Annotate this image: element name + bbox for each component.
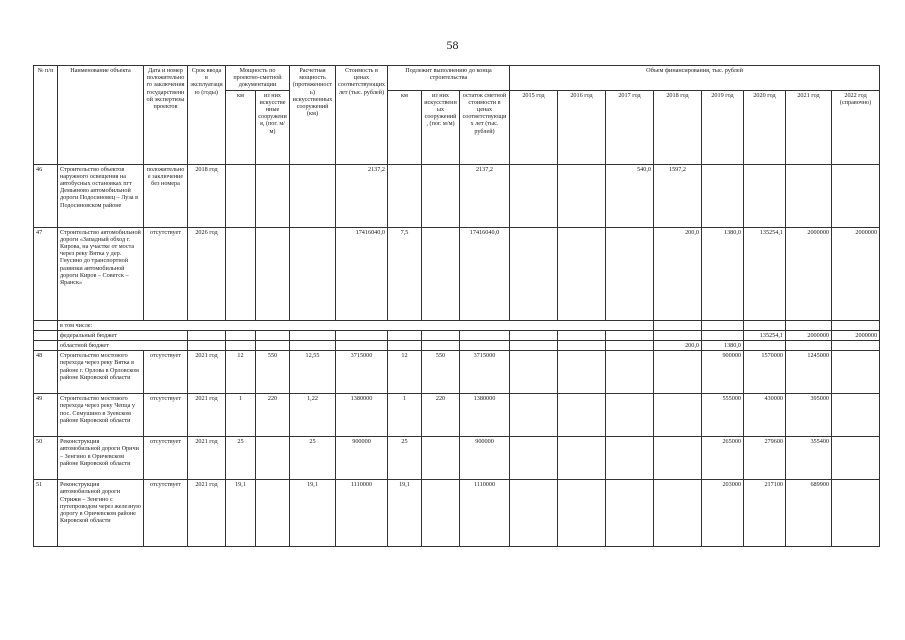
row-subj-rest: 1380000	[460, 394, 510, 437]
row-y2020: 135254,1	[744, 227, 786, 320]
row-num: 49	[34, 394, 58, 437]
row-exam: отсутствует	[144, 437, 188, 480]
sub-y2021	[786, 341, 832, 351]
row-y2018: 1597,2	[654, 164, 702, 227]
row-y2019: 1380,0	[702, 227, 744, 320]
row-term: 2021 год	[188, 351, 226, 394]
row-calc-cap: 1,22	[290, 394, 336, 437]
row-y2015	[510, 227, 558, 320]
row-subj-art	[422, 164, 460, 227]
sub-y2022: 2000000	[832, 330, 880, 340]
row-cap-art	[256, 480, 290, 547]
row-subj-art	[422, 480, 460, 547]
row-subj-km: 19,1	[388, 480, 422, 547]
row-term: 2021 год	[188, 394, 226, 437]
sub-row-label: областной бюджет	[58, 341, 188, 351]
row-y2016	[558, 227, 606, 320]
row-y2020: 217100	[744, 480, 786, 547]
sub-y2019: 1380,0	[702, 341, 744, 351]
sub-y2020: 135254,1	[744, 330, 786, 340]
header-year: 2021 год	[786, 90, 832, 164]
header-exam: Дата и номер положительного заключения государственной экспертизы проектов	[144, 66, 188, 165]
header-year: 2016 год	[558, 90, 606, 164]
row-subj-km: 7,5	[388, 227, 422, 320]
row-exam: отсутствует	[144, 227, 188, 320]
row-name: Строительство мостового перехода через реку Чепца у пос. Семушино в Зуевском районе Кировской области	[58, 394, 144, 437]
row-subj-km: 12	[388, 351, 422, 394]
row-y2021: 689900	[786, 480, 832, 547]
row-calc-cap: 25	[290, 437, 336, 480]
row-subj-km: 25	[388, 437, 422, 480]
row-cap-km: 19,1	[226, 480, 256, 547]
header-subj-rest: остаток сметной стоимости в ценах соответствующих лет (тыс. рублей)	[460, 90, 510, 164]
row-exam: отсутствует	[144, 480, 188, 547]
row-y2017	[606, 227, 654, 320]
header-num: № п/п	[34, 66, 58, 165]
sub-y2018: 200,0	[654, 341, 702, 351]
table-row	[34, 437, 880, 480]
row-cap-km: 12	[226, 351, 256, 394]
row-cost: 1380000	[336, 394, 388, 437]
row-subj-art: 550	[422, 351, 460, 394]
row-y2019: 203000	[702, 480, 744, 547]
sub-row	[34, 341, 880, 351]
row-y2021: 1245000	[786, 351, 832, 394]
row-exam: отсутствует	[144, 394, 188, 437]
header-year: 2017 год	[606, 90, 654, 164]
row-cap-art	[256, 227, 290, 320]
row-y2015	[510, 164, 558, 227]
row-subj-km	[388, 164, 422, 227]
row-y2019: 265000	[702, 437, 744, 480]
sub-y2019	[702, 330, 744, 340]
row-y2019: 900000	[702, 351, 744, 394]
sub-y2018	[654, 330, 702, 340]
row-y2021: 395000	[786, 394, 832, 437]
header-year: 2020 год	[744, 90, 786, 164]
row-cap-km	[226, 227, 256, 320]
row-y2020: 1570000	[744, 351, 786, 394]
row-name: Строительство мостового перехода через реку Вятка в районе г. Орлова в Орловском районе Кировской области	[58, 351, 144, 394]
row-y2016	[558, 164, 606, 227]
header-year: 2015 год	[510, 90, 558, 164]
row-num: 48	[34, 351, 58, 394]
sub-row	[34, 320, 880, 330]
row-subj-km: 1	[388, 394, 422, 437]
page-number: 58	[446, 38, 459, 52]
row-subj-rest: 2137,2	[460, 164, 510, 227]
sub-row-label: федеральный бюджет	[58, 330, 188, 340]
row-cap-km: 1	[226, 394, 256, 437]
row-name: Строительство автомобильной дороги «Западный обход г. Кирова, на участке от моста через реку Вятка у дер. Гнусино до транспортной развязки автомобильной дороги Киров – Советск – Яранск»	[58, 227, 144, 320]
header-name: Наименование объекта	[58, 66, 144, 165]
investment-table	[33, 65, 880, 547]
header-capacity: Мощность по проектно-сметной документации	[226, 66, 290, 91]
row-num: 47	[34, 227, 58, 320]
sub-row-label: в том числе:	[58, 320, 654, 330]
row-name: Реконструкция автомобильной дороги Оричи – Зенгино в Оричевском районе Кировской области	[58, 437, 144, 480]
table-row	[34, 227, 880, 320]
row-calc-cap	[290, 227, 336, 320]
row-cap-art	[256, 164, 290, 227]
row-exam: положительное заключение без номера	[144, 164, 188, 227]
header-term: Срок ввода в эксплуатацию (годы)	[188, 66, 226, 165]
row-subj-rest: 17416040,0	[460, 227, 510, 320]
sub-y2020	[744, 341, 786, 351]
header-subject: Подлежит выполнению до конца строительства	[388, 66, 510, 91]
table-row	[34, 394, 880, 437]
row-calc-cap: 12,55	[290, 351, 336, 394]
row-subj-rest: 900000	[460, 437, 510, 480]
row-subj-art	[422, 437, 460, 480]
row-cap-km	[226, 164, 256, 227]
row-cap-art: 220	[256, 394, 290, 437]
row-cap-art	[256, 437, 290, 480]
row-y2018: 200,0	[654, 227, 702, 320]
row-y2022: 2000000	[832, 227, 880, 320]
row-y2021: 2000000	[786, 227, 832, 320]
header-cost: Стоимость в ценах соответствующих лет (тыс. рублей)	[336, 66, 388, 165]
header-year: 2019 год	[702, 90, 744, 164]
header-year: 2022 год (справочно)	[832, 90, 880, 164]
row-subj-art: 220	[422, 394, 460, 437]
row-name: Строительство объектов наружного освещения на автобусных остановках пгт Демьяново автомобильной дороги Подосиновец – Луза в Подосиновском районе	[58, 164, 144, 227]
row-y2020: 279600	[744, 437, 786, 480]
row-exam: отсутствует	[144, 351, 188, 394]
row-y2020	[744, 164, 786, 227]
header-finance: Объем финансирования, тыс. рублей	[510, 66, 880, 91]
header-calc-capacity: Расчетная мощность (протяженность) искусственных сооружений (км)	[290, 66, 336, 165]
table-row	[34, 480, 880, 547]
row-subj-art	[422, 227, 460, 320]
row-subj-rest: 1110000	[460, 480, 510, 547]
table-row	[34, 164, 880, 227]
row-calc-cap	[290, 164, 336, 227]
row-y2020: 430000	[744, 394, 786, 437]
row-subj-rest: 3715000	[460, 351, 510, 394]
row-cost: 2137,2	[336, 164, 388, 227]
row-cost: 1110000	[336, 480, 388, 547]
row-cap-km: 25	[226, 437, 256, 480]
row-y2021	[786, 164, 832, 227]
row-cost: 3715000	[336, 351, 388, 394]
sub-y2022	[832, 341, 880, 351]
row-y2017: 540,0	[606, 164, 654, 227]
header-subj-km: км	[388, 90, 422, 164]
header-year: 2018 год	[654, 90, 702, 164]
row-name: Реконструкция автомобильной дороги Стрижи – Зенгино с путепроводом через железную дорогу в Оричевском районе Кировской области	[58, 480, 144, 547]
table-row	[34, 351, 880, 394]
row-y2019: 555000	[702, 394, 744, 437]
row-num: 50	[34, 437, 58, 480]
header-cap-art: из них искусственные сооружения, (пог. м/м)	[256, 90, 290, 164]
row-calc-cap: 19,1	[290, 480, 336, 547]
sub-y2021: 2000000	[786, 330, 832, 340]
row-num: 51	[34, 480, 58, 547]
row-y2019	[702, 164, 744, 227]
row-term: 2018 год	[188, 164, 226, 227]
row-num: 46	[34, 164, 58, 227]
row-y2022	[832, 164, 880, 227]
row-cost: 900000	[336, 437, 388, 480]
row-cap-art: 550	[256, 351, 290, 394]
header-cap-km: км	[226, 90, 256, 164]
row-term: 2021 год	[188, 437, 226, 480]
row-cost: 17416040,0	[336, 227, 388, 320]
row-term: 2021 год	[188, 480, 226, 547]
row-y2021: 355400	[786, 437, 832, 480]
sub-row	[34, 330, 880, 340]
header-subj-art: из них искусственных сооружений, (пог. м/м)	[422, 90, 460, 164]
row-term: 2026 год	[188, 227, 226, 320]
